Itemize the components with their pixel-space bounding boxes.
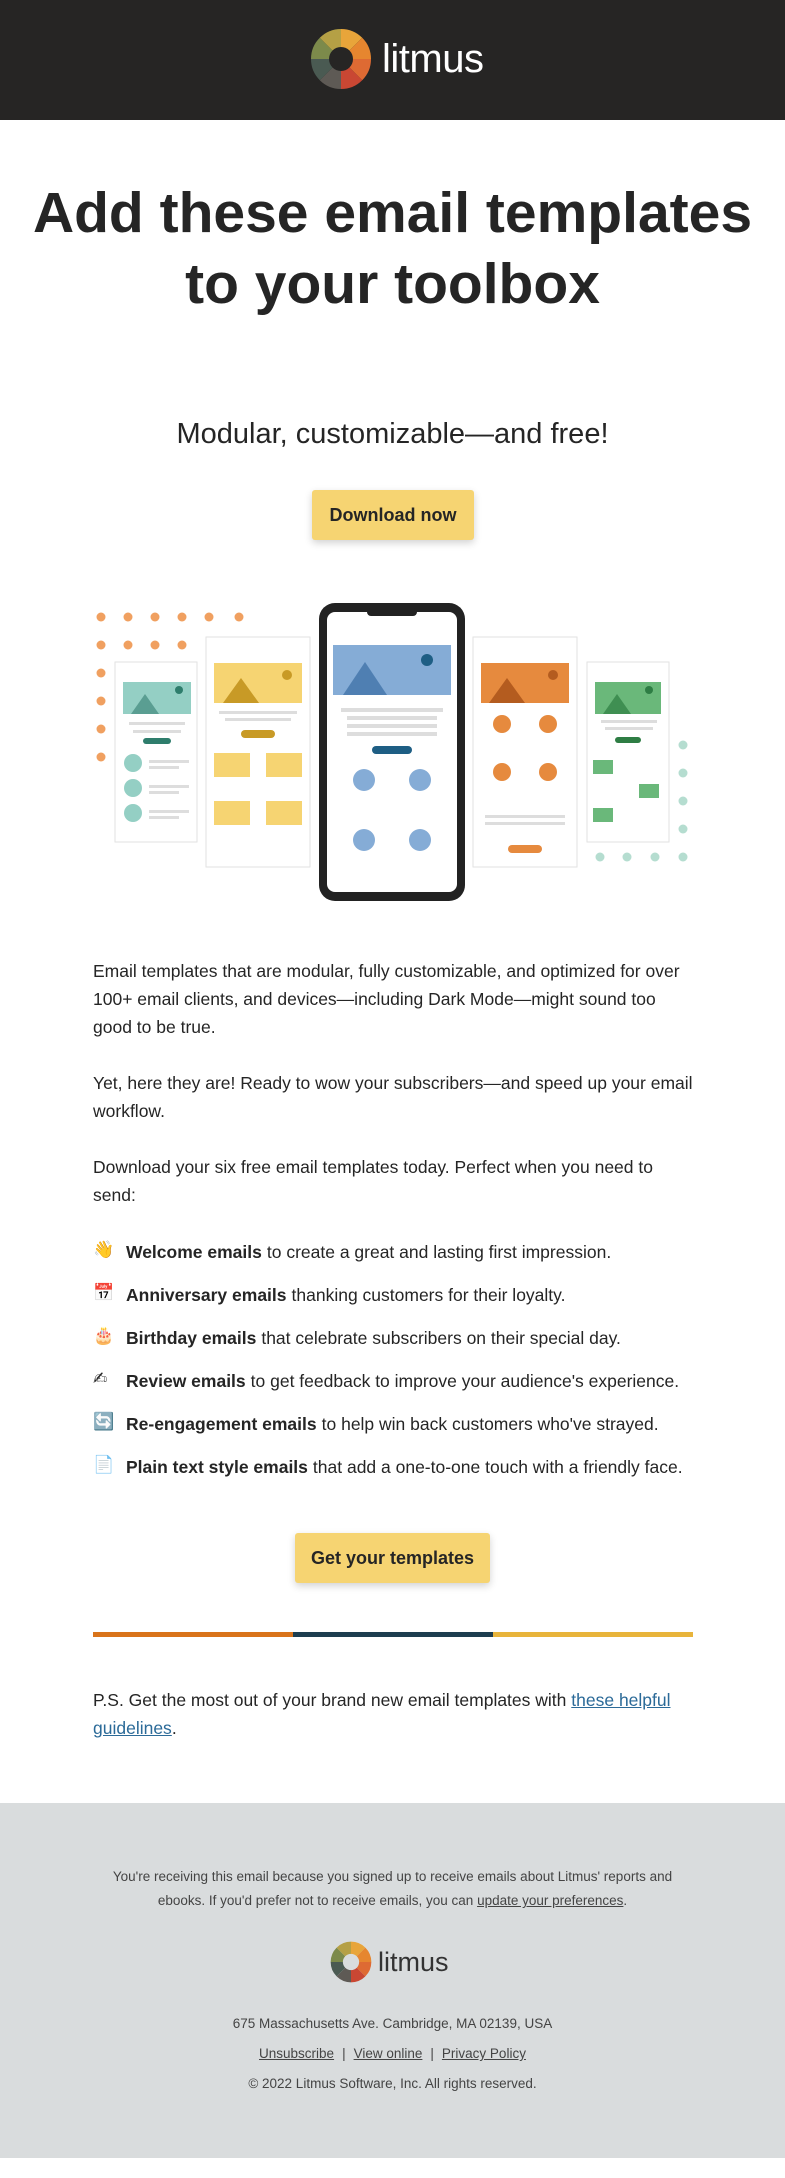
refresh-icon: 🔄 [93,1412,115,1431]
footer-note-text: You're receiving this email because you signed up to receive emails about Litmus' reports and ebooks. If you'd prefer not to receive emails, you can [112,1869,673,1908]
writing-hand-icon: ✍ [93,1369,108,1388]
wow-paragraph: Yet, here they are! Ready to wow your subscribers—and speed up your email workflow. [93,1073,693,1121]
update-preferences-link[interactable]: update your preferences [477,1893,624,1908]
footer-logo[interactable] [330,1941,449,1983]
list-item [93,1324,713,1367]
feature-title: Re-engagement emails [126,1414,317,1434]
ps-paragraph [93,1686,693,1742]
feature-title: Review emails [126,1371,246,1391]
logo-wordmark: litmus [382,36,484,81]
link-separator: | [342,2046,346,2061]
link-separator: | [430,2046,434,2061]
list-item [93,1453,713,1496]
feature-title: Birthday emails [126,1328,257,1348]
litmus-wheel-icon [330,1941,372,1983]
calendar-icon: 📅 [93,1283,115,1302]
copyright: © 2022 Litmus Software, Inc. All rights reserved. [248,2076,537,2091]
feature-title: Anniversary emails [126,1285,287,1305]
divider-yellow [493,1632,693,1637]
feature-desc: to help win back customers who've strayed. [321,1414,659,1434]
document-icon: 📄 [93,1455,115,1474]
get-templates-button[interactable]: Get your templates [295,1533,490,1583]
litmus-wheel-icon [310,28,372,90]
email-footer [0,1803,785,2158]
birthday-cake-icon: 🎂 [93,1326,115,1345]
footer-note [95,1865,690,1913]
feature-desc: thanking customers for their loyalty. [291,1285,566,1305]
list-item [93,1367,713,1410]
feature-desc: to get feedback to improve your audience's experience. [250,1371,680,1391]
hero-subtitle: Modular, customizable—and free! [176,418,609,450]
unsubscribe-link[interactable]: Unsubscribe [259,2046,335,2061]
divider-navy [293,1632,493,1637]
feature-desc: that celebrate subscribers on their special day. [261,1328,621,1348]
guidelines-link[interactable]: these helpful guidelines [93,1690,671,1738]
view-online-link[interactable]: View online [353,2046,423,2061]
footer-wordmark: litmus [378,1946,449,1977]
feature-list [93,1238,713,1496]
privacy-policy-link[interactable]: Privacy Policy [441,2046,526,2061]
intro-paragraph: Email templates that are modular, fully customizable, and optimized for over 100+ email clients, and devices—including Dark Mode—might sound too good to be true. [93,961,680,1037]
email-header [0,0,785,120]
footer-links [0,2046,785,2061]
footer-note-suffix: . [623,1893,628,1908]
feature-desc: to create a great and lasting first impression. [266,1242,612,1262]
hero-title: Add these email templates to your toolbox [32,181,753,316]
feature-title: Welcome emails [126,1242,262,1262]
feature-title: Plain text style emails [126,1457,308,1477]
litmus-logo[interactable] [310,28,483,90]
divider-orange [93,1632,293,1637]
color-divider [93,1632,693,1637]
waving-hand-icon: 👋 [93,1240,115,1259]
templates-illustration [93,600,693,905]
list-item [93,1281,713,1324]
list-item [93,1410,713,1453]
feature-desc: that add a one-to-one touch with a friendly face. [312,1457,683,1477]
ps-text: P.S. Get the most out of your brand new email templates with [93,1690,572,1710]
ps-suffix: . [171,1718,177,1738]
list-item [93,1238,713,1281]
download-now-button[interactable]: Download now [312,490,474,540]
download-paragraph: Download your six free email templates today. Perfect when you need to send: [93,1157,653,1205]
company-address: 675 Massachusetts Ave. Cambridge, MA 02139, USA [232,2016,553,2031]
